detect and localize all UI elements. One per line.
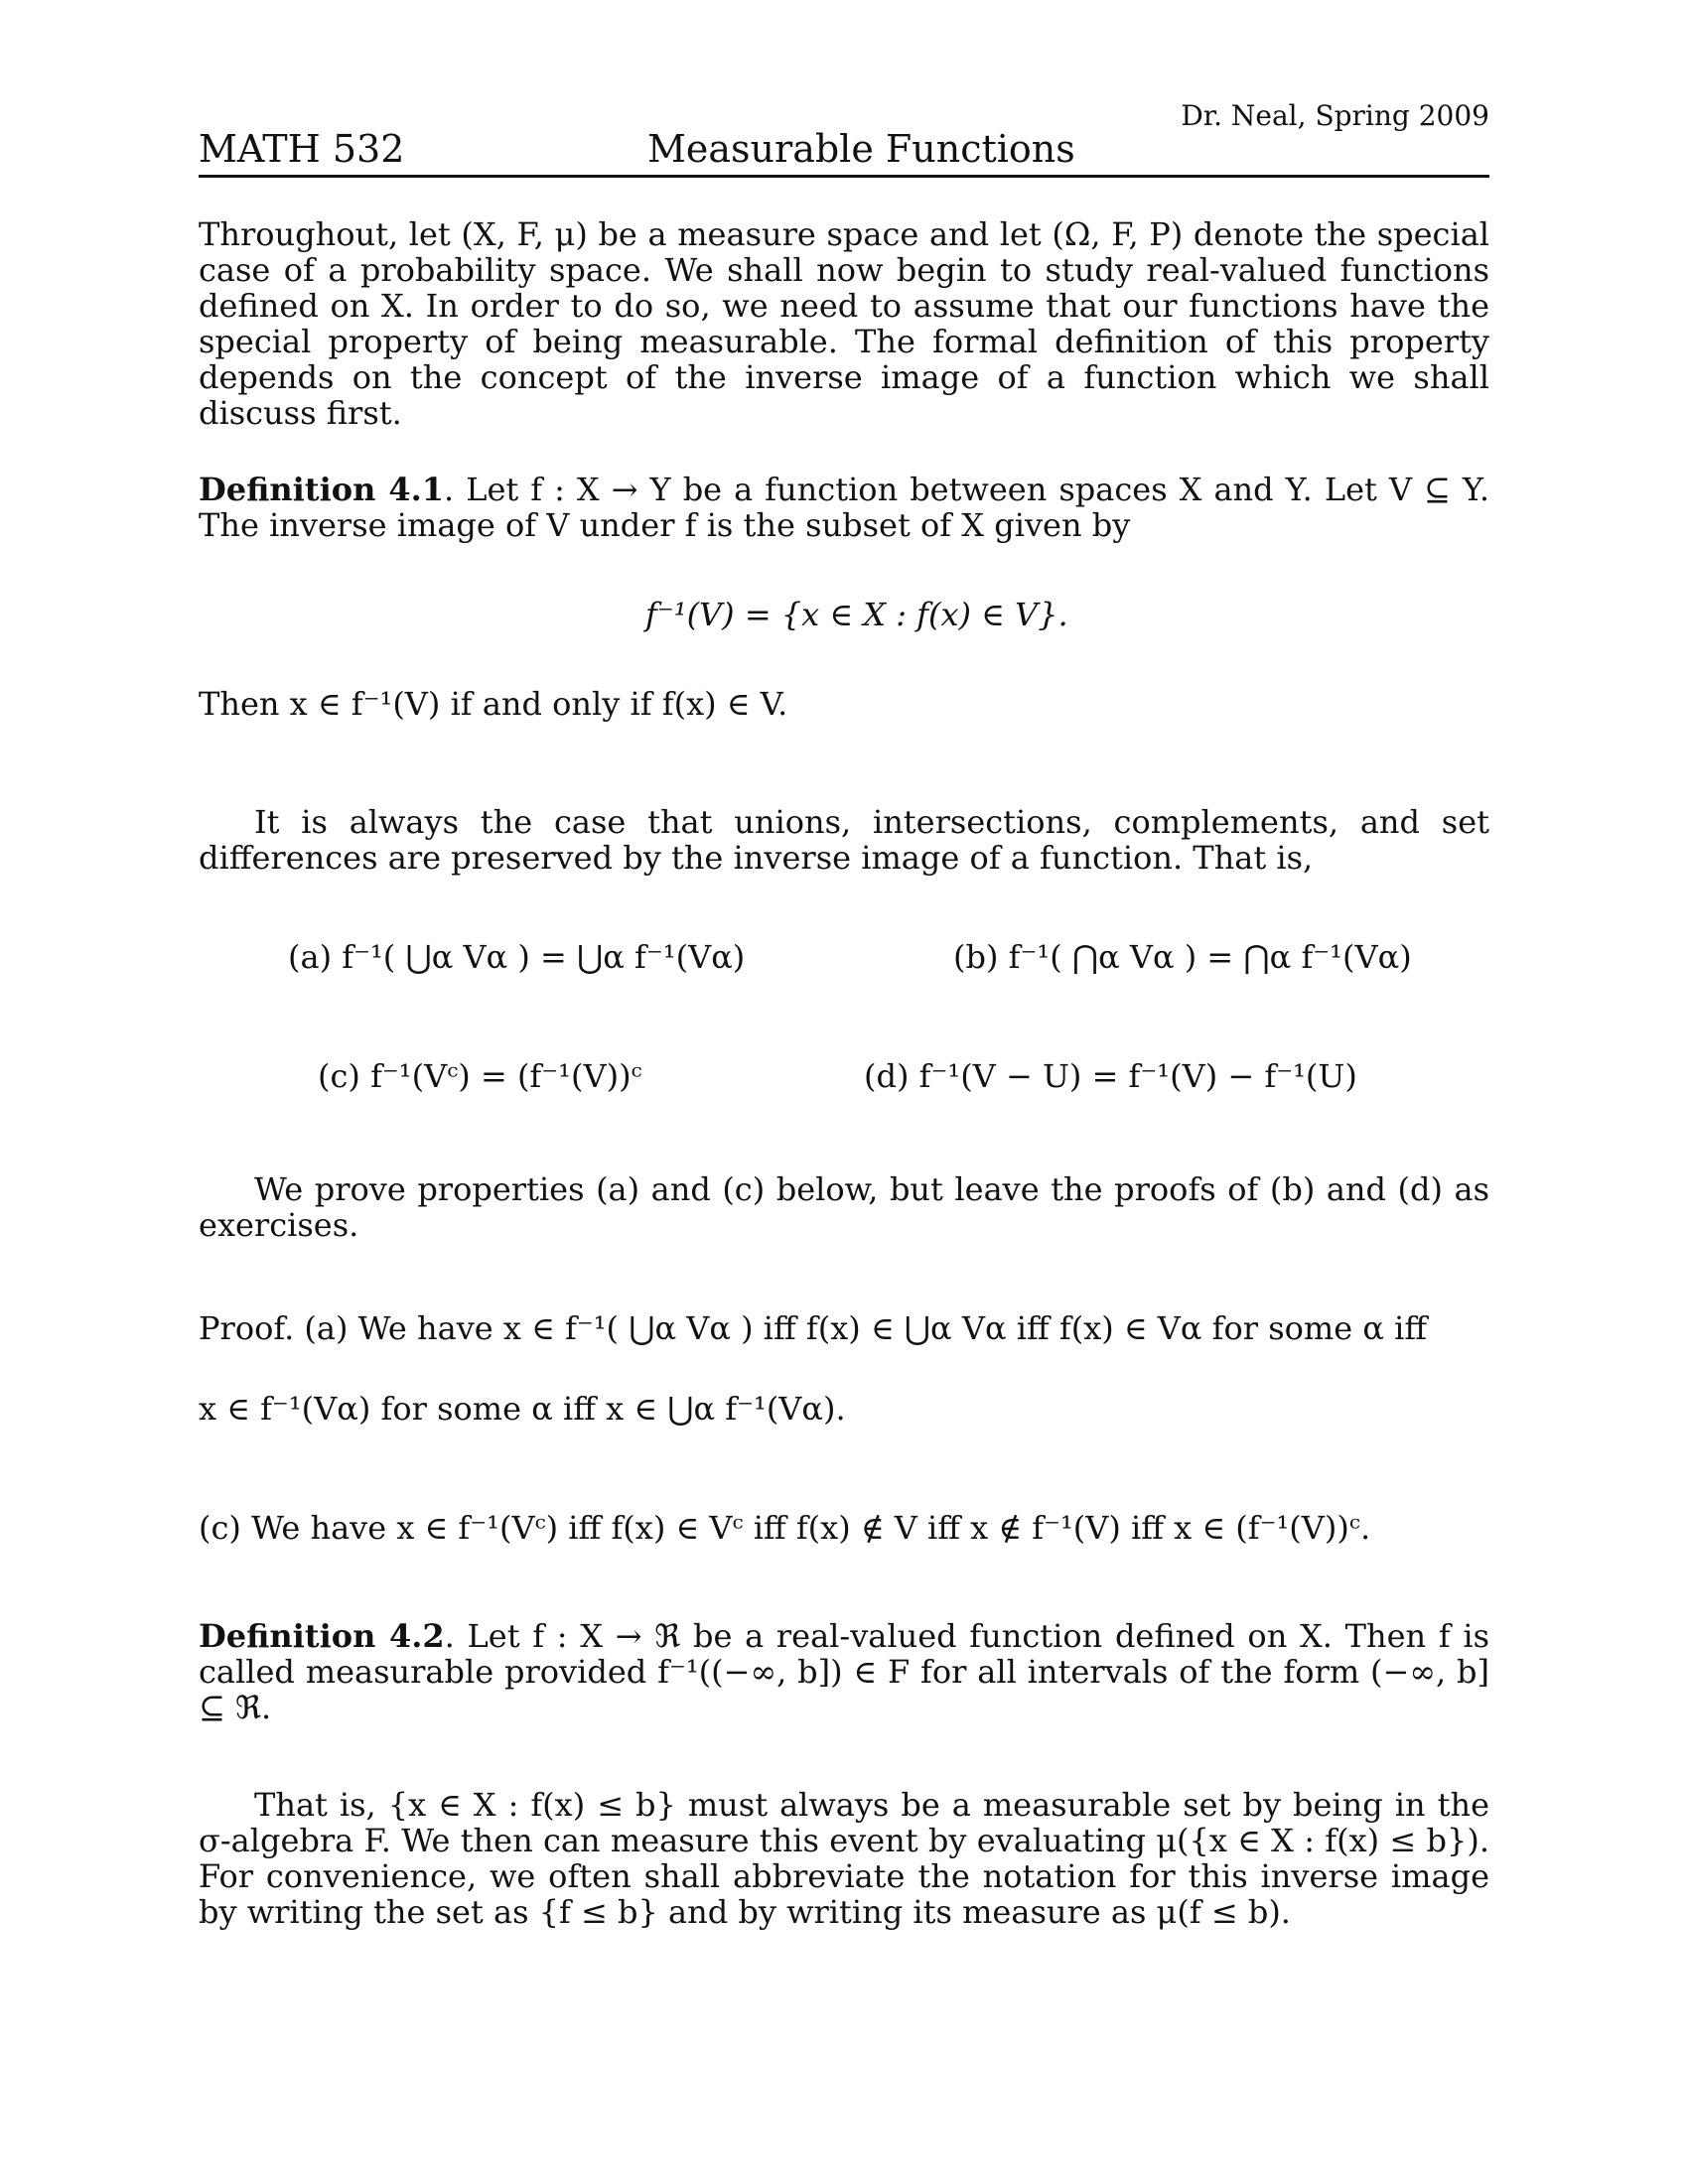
proof-intro-paragraph: We prove properties (a) and (c) below, but leave the proofs of (b) and (d) as exercises. <box>199 1170 1489 1244</box>
definition-4-1 <box>199 472 1489 543</box>
definition-4-2 <box>199 1618 1489 1725</box>
definition-label: Definition 4.1 <box>199 471 445 508</box>
definition-label: Definition 4.2 <box>199 1617 445 1655</box>
property-b: (b) f⁻¹( ⋂α Vα ) = ⋂α f⁻¹(Vα) <box>953 938 1412 976</box>
preservation-paragraph: It is always the case that unions, intersections, complements, and set differences are preserved by the inverse image of a function. That is, <box>199 803 1489 877</box>
course-number: MATH 532 <box>199 127 405 171</box>
definition-text: . Let f : X → Y be a function between spaces X and Y. Let V ⊆ Y. The inverse image of V under f is the subset of X given by <box>199 471 1490 544</box>
header-rule <box>199 127 1489 178</box>
proof-a-line-1: Proof. (a) We have x ∈ f⁻¹( ⋃α Vα ) iff f(x) ∈ ⋃α Vα iff f(x) ∈ Vα for some α iff <box>199 1309 1428 1347</box>
definition-text: . Let f : X → ℜ be a real-valued function defined on X. Then f is called measurable provided f⁻¹((−∞, b]) ∈ F for all intervals of the form (−∞, b] ⊆ ℜ. <box>199 1617 1490 1726</box>
measurable-set-paragraph: That is, {x ∈ X : f(x) ≤ b} must always be a measurable set by being in the σ-algebra F. We then can measure this event by evaluating μ({x ∈ X : f(x) ≤ b}). For convenience, we often shall abbreviate the notation for this inverse image by writing the set as {f ≤ b} and by writing its measure as μ(f ≤ b). <box>199 1786 1489 1931</box>
inverse-image-equation: f⁻¹(V) = {x ∈ X : f(x) ∈ V}. <box>645 596 1068 633</box>
document-title: Measurable Functions <box>647 127 1075 171</box>
property-d: (d) f⁻¹(V − U) = f⁻¹(V) − f⁻¹(U) <box>864 1057 1357 1095</box>
property-c: (c) f⁻¹(Vᶜ) = (f⁻¹(V))ᶜ <box>318 1057 642 1095</box>
proof-c: (c) We have x ∈ f⁻¹(Vᶜ) iff f(x) ∈ Vᶜ iff f(x) ∉ V iff x ∉ f⁻¹(V) iff x ∈ (f⁻¹(V))ᶜ. <box>199 1509 1371 1547</box>
proof-a-line-2: x ∈ f⁻¹(Vα) for some α iff x ∈ ⋃α f⁻¹(Vα). <box>199 1390 846 1428</box>
definition-consequence: Then x ∈ f⁻¹(V) if and only if f(x) ∈ V. <box>199 685 788 723</box>
intro-paragraph: Throughout, let (X, F, μ) be a measure space and let (Ω, F, P) denote the special case of a probability space. We shall now begin to study real-valued functions defined on X. In order to do so, we need to assume that our functions have the special property of being measurable. The formal definition of this property depends on the concept of the inverse image of a function which we shall discuss first. <box>199 215 1489 432</box>
author-line: Dr. Neal, Spring 2009 <box>1181 99 1489 132</box>
property-a: (a) f⁻¹( ⋃α Vα ) = ⋃α f⁻¹(Vα) <box>288 938 746 976</box>
